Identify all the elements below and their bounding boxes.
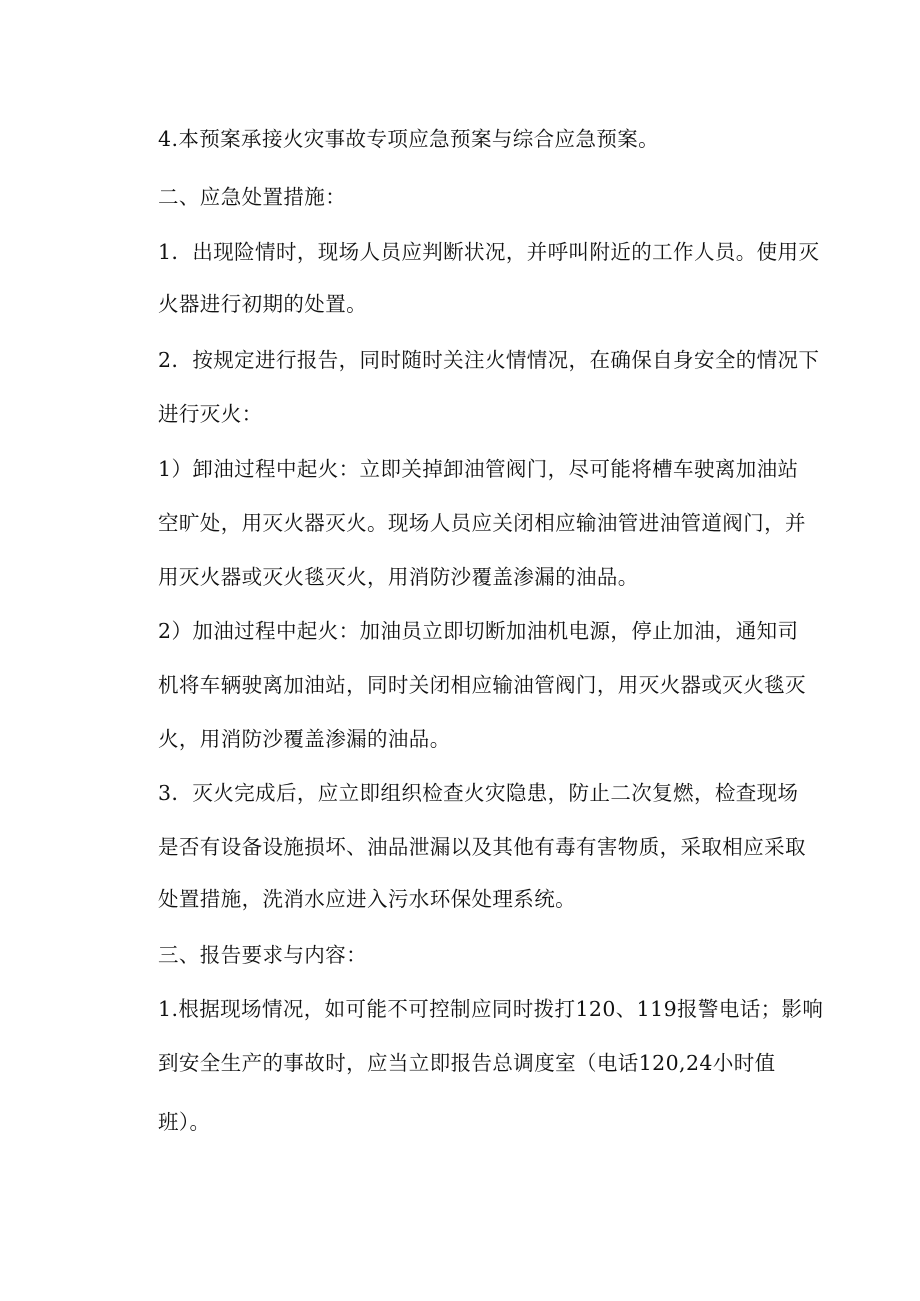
paragraph-line: 1．出现险情时，现场人员应判断状况，并呼叫附近的工作人员。使用灭: [158, 240, 820, 264]
paragraph-line: 班）。: [158, 1110, 211, 1134]
paragraph-line: 1）卸油过程中起火：立即关掉卸油管阀门，尽可能将槽车驶离加油站: [158, 457, 799, 481]
paragraph-line: 火，用消防沙覆盖渗漏的油品。: [158, 727, 451, 751]
paragraph-line: 处置措施，洗消水应进入污水环保处理系统。: [158, 887, 576, 911]
paragraph-line: 是否有设备设施损坏、油品泄漏以及其他有毒有害物质，采取相应采取: [158, 835, 806, 859]
paragraph-line: 4.本预案承接火灾事故专项应急预案与综合应急预案。: [158, 127, 660, 151]
paragraph-line: 机将车辆驶离加油站，同时关闭相应输油管阀门，用灭火器或灭火毯灭: [158, 673, 806, 697]
section-heading: 二、应急处置措施：: [158, 185, 347, 209]
paragraph-line: 2）加油过程中起火：加油员立即切断加油机电源，停止加油，通知司: [158, 619, 799, 643]
paragraph-line: 空旷处，用灭火器灭火。现场人员应关闭相应输油管进油管道阀门，并: [158, 511, 806, 535]
paragraph-line: 用灭火器或灭火毯灭火，用消防沙覆盖渗漏的油品。: [158, 565, 639, 589]
paragraph-line: 火器进行初期的处置。: [158, 292, 367, 316]
paragraph-line: 到安全生产的事故时，应当立即报告总调度室（电话120,24小时值: [158, 1051, 776, 1075]
paragraph-line: 2．按规定进行报告，同时随时关注火情情况，在确保自身安全的情况下: [158, 348, 820, 372]
section-heading: 三、报告要求与内容：: [158, 943, 367, 967]
paragraph-line: 进行灭火：: [158, 402, 263, 426]
paragraph-line: 1.根据现场情况，如可能不可控制应同时拨打120、119报警电话；影响: [158, 997, 824, 1021]
paragraph-line: 3．灭火完成后，应立即组织检查火灾隐患，防止二次复燃，检查现场: [158, 781, 799, 805]
